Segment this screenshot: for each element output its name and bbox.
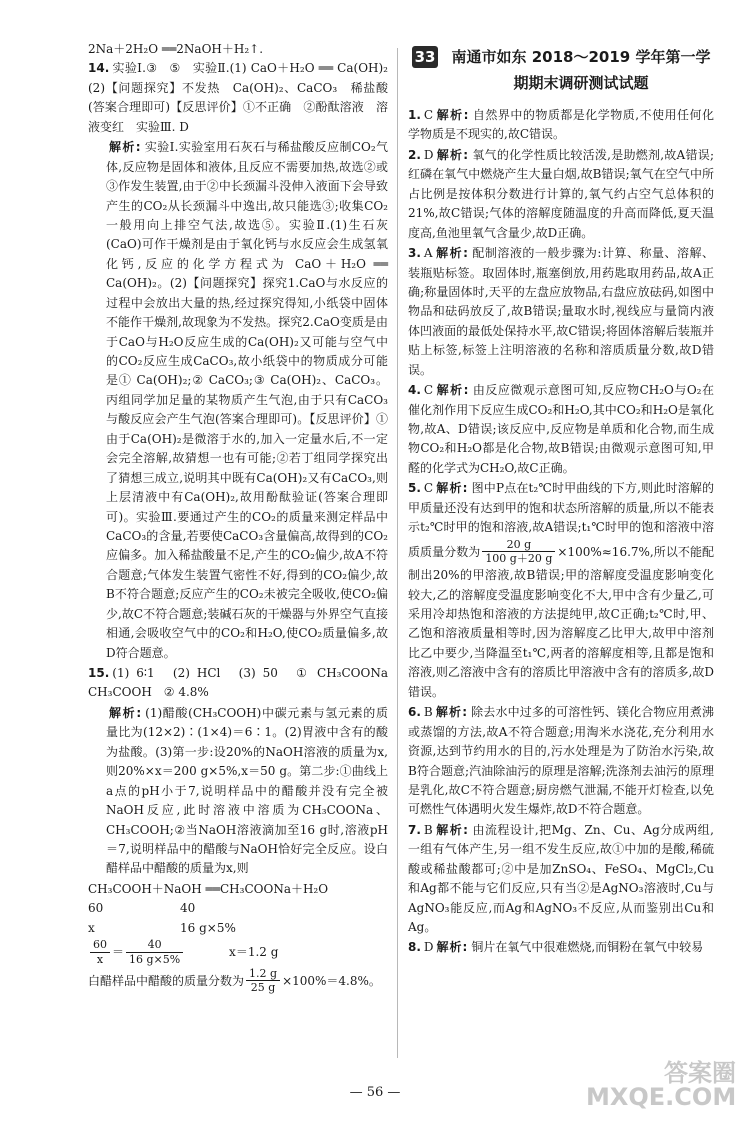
analysis-text: 配制溶液的一般步骤为:计算、称量、溶解、装瓶贴标签。取固体时,瓶塞倒放,用药匙取用药品,故A正确;称量固体时,天平的左盘应放物品,右盘应放砝码,如图中物品和砝码放反了,故B错误;量取水时,视线应与量筒内液体凹液面的最低处保持水平,故C错误;将固体溶解后装瓶并贴上标签,标签上注明溶液的名称和溶质质量分数,故D错误。 xyxy=(408,246,714,377)
fraction xyxy=(246,967,280,996)
answer-item xyxy=(408,244,714,380)
analysis-label: 解析: xyxy=(436,481,469,496)
answer-choice: C xyxy=(423,481,434,496)
fraction-denominator: 25 g xyxy=(250,981,276,995)
ratio-result: x＝1.2 g xyxy=(229,944,279,959)
analysis-label: 解析: xyxy=(435,822,469,837)
question-number: 4. xyxy=(408,383,421,398)
answer-choice: B xyxy=(423,822,433,837)
section-header xyxy=(408,44,714,96)
fraction-denominator: x xyxy=(96,952,104,966)
analysis-label: 解析: xyxy=(436,108,470,122)
calc-row xyxy=(88,919,388,938)
question-number: 8. xyxy=(408,940,421,955)
analysis-text: 铜片在氧气中很难燃烧,而铜粉在氧气中较易 xyxy=(471,940,704,955)
calc-value: 40 xyxy=(180,901,196,916)
question-number: 7. xyxy=(408,822,421,837)
final-result xyxy=(88,967,388,996)
equation-line: 2Na＋2H₂O ══2NaOH＋H₂↑. xyxy=(88,42,264,56)
fraction xyxy=(126,938,183,967)
answer-list xyxy=(408,106,714,958)
answer-choice: C xyxy=(423,383,434,398)
answer-item xyxy=(408,381,714,478)
section-title: 南通市如东 2018～2019 学年第一学期期末调研测试试题 xyxy=(451,48,711,92)
watermark-logo: 答案圈 MXQE.COM xyxy=(586,1059,737,1111)
analysis-label: 解析: xyxy=(436,147,470,162)
analysis-text: (1)醋酸(CH₃COOH)中碳元素与氢元素的质量比为(12×2)∶(1×4)＝6∶1。(2)胃液中含有的酸为盐酸。(3)第一步:设20%的NaOH溶液的质量为x,则20%×x＝200 g×5%,x＝50 g。第二步:①曲线上a点的pH小于7,说明样品中的醋酸并没有完全被NaOH反应,此时溶液中溶质为CH₃COONa、CH₃COOH;②当NaOH溶液滴加至16 g时,溶液pH＝7,说明样品中的醋酸与NaOH恰好完全反应。设白醋样品中醋酸的质量为x,则 xyxy=(106,705,388,876)
fraction-numerator: 40 xyxy=(126,938,183,953)
question-number: 2. xyxy=(408,147,421,162)
analysis-text: 氧气的化学性质比较活泼,是助燃剂,故A错误;红磷在氧气中燃烧产生大量白烟,故B错误;氧气在空气中所占比例是按体积分数进行计算的,氧气约占空气总体积的21%,故C错误;气体的溶解度随温度的升高而降低,夏天温度高,鱼池里氧气含量少,故D正确。 xyxy=(408,147,714,240)
calc-value: x xyxy=(88,920,95,935)
analysis-text: 由流程设计,把Mg、Zn、Cu、Ag分成两组,一组有气体产生,另一组不发生反应,故①中加的是酸,稀硫酸或稀盐酸都可;②中是加ZnSO₄、FeSO₄、MgCl₂,Cu和Ag都不能与它们反应,只有当②是AgNO₃溶液时,Cu与AgNO₃能反应,而Ag和AgNO₃不反应,从而鉴别出Cu和Ag。 xyxy=(408,822,714,934)
question-number: 1. xyxy=(408,108,421,122)
question-number: 15. xyxy=(88,666,110,680)
fraction xyxy=(482,538,555,567)
final-text: ×100%＝4.8%。 xyxy=(282,973,381,988)
analysis-label: 解析: xyxy=(435,705,468,720)
analysis-label: 解析: xyxy=(435,246,469,261)
fraction-numerator: 20 g xyxy=(482,538,555,553)
answer-text: 实验Ⅰ.③ ⑤ 实验Ⅱ.(1) CaO＋H₂O ══ Ca(OH)₂ (2)【问题探究】不发热 Ca(OH)₂、CaCO₃ 稀盐酸(答案合理即可)【反思评价】①不正确 ②酚酞溶液 溶液变红 实验Ⅲ. D xyxy=(88,61,401,134)
calc-value: 60 xyxy=(88,901,104,916)
question-number: 14. xyxy=(88,61,110,76)
section-number-badge: 33 xyxy=(412,46,438,68)
analysis-label: 解析: xyxy=(436,940,469,955)
fraction-numerator: 60 xyxy=(90,938,110,953)
analysis-text: ×100%≈16.7%,所以不能配制出20%的甲溶液,故B错误;甲的溶解度受温度影响变化较大,乙的溶解度受温度影响变化不大,甲中含有少量乙,可采用冷却热饱和溶液的方法提纯甲,故C正确;t₂℃时,甲、乙饱和溶液质量相等时,因为溶解度乙比甲大,故甲中溶剂比乙中要少,当降温至t₁℃,两者的溶解度相等,且都是饱和溶液,则乙溶液中含有的溶质比甲溶液中含有的溶质多,故D错误。 xyxy=(408,544,714,699)
answer-choice: B xyxy=(423,705,433,720)
equals-sign: ＝ xyxy=(112,944,125,959)
question-14-answer xyxy=(88,59,401,137)
analysis-text: 自然界中的物质都是化学物质,不使用任何化学物质是不现实的,故C错误。 xyxy=(408,108,714,142)
calc-row xyxy=(88,899,388,918)
analysis-label: 解析: xyxy=(436,383,470,398)
analysis-label: 解析: xyxy=(109,140,142,155)
final-text: 白醋样品中醋酸的质量分数为 xyxy=(88,973,245,988)
answer-choice: D xyxy=(423,940,434,955)
answer-item xyxy=(408,106,714,145)
answer-choice: C xyxy=(423,108,434,122)
analysis-label: 解析: xyxy=(109,705,143,720)
fraction-denominator: 16 g×5% xyxy=(129,952,181,966)
answer-item xyxy=(408,938,714,957)
fraction-denominator: 100 g＋20 g xyxy=(485,552,553,566)
column-divider xyxy=(397,48,398,1058)
question-14-analysis xyxy=(88,138,388,663)
question-15-answer xyxy=(88,664,401,703)
answer-item xyxy=(408,479,714,702)
analysis-text: 由反应微观示意图可知,反应物CH₂O与O₂在催化剂作用下反应生成CO₂和H₂O,其中CO₂和H₂O是氧化物,故A、D错误;该反应中,反应物是单质和化合物,而生成物CO₂和H₂O都是化合物,故B错误;由微观示意图可知,甲醛的化学式为CH₂O,故C正确。 xyxy=(408,383,714,475)
analysis-text: 实验Ⅰ.实验室用石灰石与稀盐酸反应制CO₂气体,反应物是固体和液体,且反应不需要加热,故选②或③作发生装置,由于②中长颈漏斗没伸入液面下会导致产生的CO₂从长颈漏斗中逸出,故只能选③;收集CO₂一般用向上排空气法,故选⑤。实验Ⅱ.(1)生石灰(CaO)可作干燥剂是由于氧化钙与水反应会生成氢氧化钙,反应的化学方程式为 CaO＋H₂O ══ Ca(OH)₂。(2)【问题探究】探究1.CaO与水反应的过程中会放出大量的热,经过探究得知,小纸袋中固体不能作干燥剂,故现象为不发热。探究2.CaO变质是由于CaO与H₂O反应生成的Ca(OH)₂又可能与空气中的CO₂反应生成CaCO₃,故小纸袋中的物质成分可能是① Ca(OH)₂;② CaCO₃;③ Ca(OH)₂、CaCO₃。丙组同学加足量的某物质产生气泡,由于只有CaCO₃与酸反应会产生气泡(答案合理即可)。【反思评价】①由于Ca(OH)₂是微溶于水的,加入一定量水后,不一定会完全溶解,故猜想一也有可能;②若丁组同学探究出了猜想三成立,说明其中既有Ca(OH)₂又有CaCO₃,则上层清液中有Ca(OH)₂,故用酚酞验证(答案合理即可)。实验Ⅲ.要通过产生的CO₂的质量来测定样品中CaCO₃的含量,若要使CaCO₃含量偏高,故得到的CO₂应偏多。加入稀盐酸量不足,产生的CO₂偏少,故A不符合题意;气体发生装置气密性不好,得到的CO₂偏少,故B不符合题意;反应产生的CO₂未被完全吸收,使CO₂偏少,故C不符合题意;装碱石灰的干燥器与外界空气直接相通,会吸收空气中的CO₂和H₂O,使CO₂质量偏多,故D符合题意。 xyxy=(106,140,388,660)
analysis-text: 图中P点在t₂℃时甲曲线的下方,则此时溶解的甲质量还没有达到甲的饱和状态所溶解的质量,所以不能表示t₂℃时甲的饱和溶液,故A错误;t₁℃时甲的饱和溶液中溶质质量分数为 xyxy=(408,481,714,559)
answer-item xyxy=(408,821,714,938)
answer-text: (1) 6∶1 (2) HCl (3) 50 ① CH₃COONa CH₃COOH ② 4.8% xyxy=(88,666,401,700)
fraction xyxy=(90,938,110,967)
question-number: 3. xyxy=(408,246,421,261)
ratio-equation xyxy=(88,938,388,967)
page-number: — 56 — xyxy=(349,1085,401,1100)
question-15-analysis xyxy=(88,704,388,879)
calc-value: 16 g×5% xyxy=(180,920,236,935)
answer-item xyxy=(408,146,714,243)
answer-item xyxy=(408,703,714,820)
question-number: 6. xyxy=(408,705,421,720)
analysis-text: 除去水中过多的可溶性钙、镁化合物应用煮沸或蒸馏的方法,故A不符合题意;用淘米水浇花,充分利用水资源,达到节约用水的目的,污水处理是为了防治水污染,故B符合题意;汽油除油污的原理是溶解;洗涤剂去油污的原理是乳化,故C不符合题意;厨房燃气泄漏,不能开灯检查,以免可燃性气体遇明火发生爆炸,故D不符合题意。 xyxy=(408,705,714,817)
fraction-numerator: 1.2 g xyxy=(246,967,280,982)
answer-choice: A xyxy=(423,246,433,261)
answer-choice: D xyxy=(423,147,434,162)
reaction-equation: CH₃COOH＋NaOH ══CH₃COONa＋H₂O xyxy=(88,881,329,896)
question-number: 5. xyxy=(408,481,421,496)
right-column xyxy=(408,40,714,959)
left-column xyxy=(88,40,401,995)
